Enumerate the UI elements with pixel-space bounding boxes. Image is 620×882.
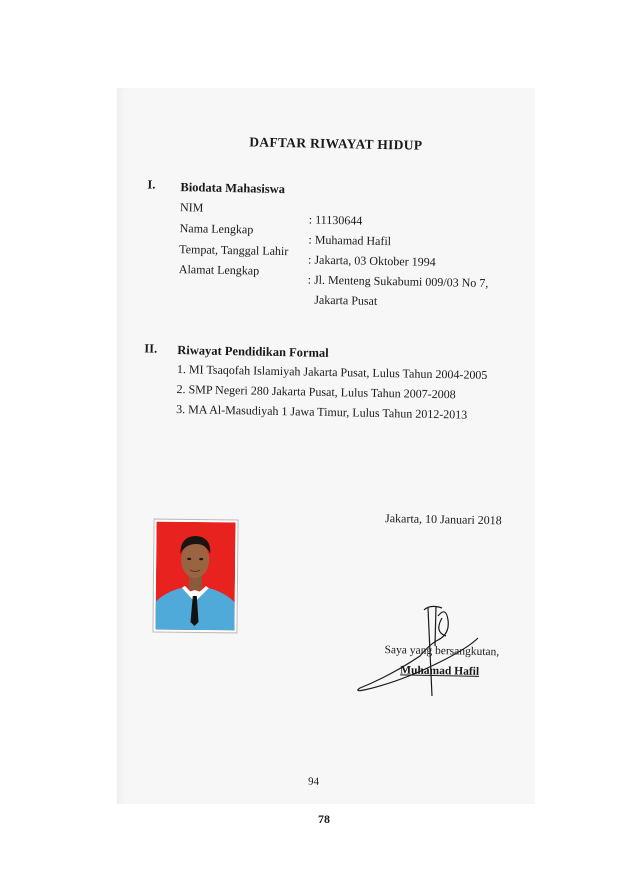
field-value-nim: : 11130644 xyxy=(308,212,363,228)
education-item: 3. MA Al-Masudiyah 1 Jawa Timur, Lulus Tahun 2012-2013 xyxy=(176,402,468,422)
profile-photo xyxy=(152,519,238,634)
field-value-ttl: : Jakarta, 03 Oktober 1994 xyxy=(307,252,436,269)
field-value-alamat: : Jl. Menteng Sukabumi 009/03 No 7, xyxy=(307,272,489,291)
signature-name: Muhamad Hafil xyxy=(400,664,480,678)
page-number: 94 xyxy=(307,775,320,788)
section-1-heading: Biodata Mahasiswa xyxy=(180,180,286,197)
handwritten-signature xyxy=(350,596,500,706)
field-label-nama: Nama Lengkap xyxy=(179,221,254,237)
education-item: 2. SMP Negeri 280 Jakarta Pusat, Lulus Tahun 2007-2008 xyxy=(176,382,456,402)
field-label-nim: NIM xyxy=(179,200,204,215)
field-value-alamat-line2: Jakarta Pusat xyxy=(314,292,378,308)
person-portrait-icon xyxy=(155,522,235,631)
signature-statement: Saya yang bersangkutan, xyxy=(384,644,500,659)
education-item: 1. MI Tsaqofah Islamiyah Jakarta Pusat, Lulus Tahun 2004-2005 xyxy=(176,362,488,383)
field-label-ttl: Tempat, Tanggal Lahir xyxy=(179,242,289,259)
page-title: DAFTAR RIWAYAT HIDUP xyxy=(249,134,423,153)
section-2-heading: Riwayat Pendidikan Formal xyxy=(177,343,329,360)
section-2-number: II. xyxy=(144,341,158,356)
footer-page-number: 78 xyxy=(318,812,330,826)
field-value-nama: : Muhamad Hafil xyxy=(308,232,392,249)
field-label-alamat: Alamat Lengkap xyxy=(178,262,260,278)
section-1-number: I. xyxy=(147,177,156,192)
place-date: Jakarta, 10 Januari 2018 xyxy=(384,511,502,528)
